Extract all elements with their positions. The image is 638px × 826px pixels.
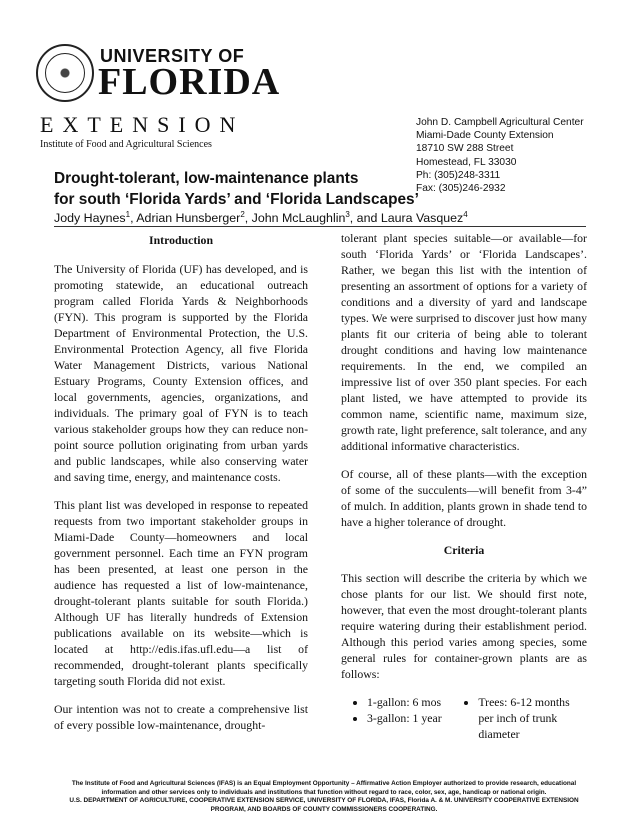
address-line: Ph: (305)248-3311 [416,169,501,181]
address-line: John D. Campbell Agricultural Center [416,117,584,128]
intro-paragraph: This plant list was developed in response to repeated requests from two important stakeholder groups in Miami-Dade County—homeowners and local government personnel. Each time an FYN program has been presented, at least one person in the audience has requested a list of low-maintenance, drought-tolerant plants suitable for south Florida.) Although UF has literally hundreds of Extension publications available on its website—which is located at http://edis.ifas.ufl.edu—a list of recommended, drought-tolerant plants specifically targeting south Florida did not exist. [54,498,308,688]
criteria-paragraph: This section will describe the criteria by which we chose plants for our list. We should first note, however, that even the most drought-tolerant plants require watering during their establishment period. Although this period varies among species, some general rules for container-grown plants are as follows: [341,571,587,681]
title-line-1: Drought-tolerant, low-maintenance plants [54,170,359,187]
criteria-heading: Criteria [443,543,485,557]
author-affiliation: 2 [240,210,245,219]
footer-line-1: The Institute of Food and Agricultural Sciences (IFAS) is an Equal Employment Opportunity – Affirmative Action Employer authorized to provide research, educational information and other services only to individuals and institutions that function without regard to race, color, sex, age, handicap or national origin. [71,780,577,796]
university-seal-icon [36,44,94,102]
author-separator: , [244,211,252,226]
address-line: Homestead, FL 33030 [416,156,517,168]
introduction-heading: Introduction [148,233,214,247]
bullet-item: • Trees: 6-12 months per inch of trunk diameter [478,694,587,742]
author-separator: , [130,211,137,226]
author-separator: , and [349,211,381,226]
bullet-list [452,694,587,742]
author-affiliation: 1 [125,210,131,219]
title-line-2: for south ‘Florida Yards’ and ‘Florida Landscapes’ [54,191,419,208]
left-column [54,230,308,745]
university-wordmark-top: UNIVERSITY OF [100,46,245,66]
address-line: Fax: (305)246-2932 [416,183,506,195]
bullet-item: • 1-gallon: 6 mos [367,694,442,710]
university-wordmark-main: FLORIDA [98,61,281,103]
author-affiliation: 3 [345,210,350,219]
footer-line-2: U.S. DEPARTMENT OF AGRICULTURE, COOPERATIVE EXTENSION SERVICE, UNIVERSITY OF FLORIDA, IFAS, Florida A. & M. UNIVERSITY COOPERATIVE EXTENSION PROGRAM, AND BOARDS OF COUNTY COMMISSIONERS COOPERATING. [69,797,579,813]
body-paragraph: Of course, all of these plants—with the exception of some of the succulents—will benefit from 3-4” of mulch. In addition, plants grown in shade tend to have a higher tolerance of drought. [341,467,587,529]
extension-wordmark: EXTENSION [40,112,245,137]
right-column [341,230,587,742]
title-divider [54,226,586,227]
establishment-bullets [341,694,587,742]
author-name: Jody Haynes [54,211,126,226]
bullet-list [341,694,442,742]
document-title [54,168,614,210]
address-line: Miami-Dade County Extension [416,130,554,142]
author-name: Adrian Hunsberger [136,211,241,226]
author-affiliation: 4 [463,210,468,219]
bullet-item: • 3-gallon: 1 year [367,710,442,726]
author-name: John McLaughlin [251,211,346,226]
author-list [54,210,614,225]
body-paragraph: tolerant plant species suitable—or available—for south ‘Florida Yards’ or ‘Florida Landscapes’. Rather, we began this list with the intention of presenting an assortment of options for a variety of conditions and a diversity of yard and landscape types. We were surprised to discover just how many plants fit our criteria of being able to tolerant drought conditions and having low maintenance requirements. In the end, we compiled an impressive list of over 350 plant species. For each plant listed, we have attempted to provide its common name, scientific name, maximum size, growth rate, light preference, salt tolerance, and any additional informative characteristics. [341,231,587,453]
institute-name: Institute of Food and Agricultural Sciences [40,139,212,150]
address-line: 18710 SW 288 Street [416,143,514,155]
intro-paragraph: The University of Florida (UF) has developed, and is promoting statewide, an educational outreach program called Florida Yards & Neighborhoods (FYN). This program is supported by the Florida Department of Environmental Protection, the U.S. Environmental Protection Agency, all five Florida Water Management Districts, various National Estuary Programs, County Extension offices, and local governments, agencies, organizations, and individuals. The primary goal of FYN is to teach various stakeholder groups how they can reduce non-point source pollution originating from urban yards and public landscapes, while also conserving water and saving time, energy, and maintenance costs. [54,262,308,484]
intro-paragraph: Our intention was not to create a comprehensive list of every possible low-maintenance, drought- [54,702,308,732]
author-name: Laura Vasquez [380,211,464,226]
equal-opportunity-footer [54,780,594,814]
